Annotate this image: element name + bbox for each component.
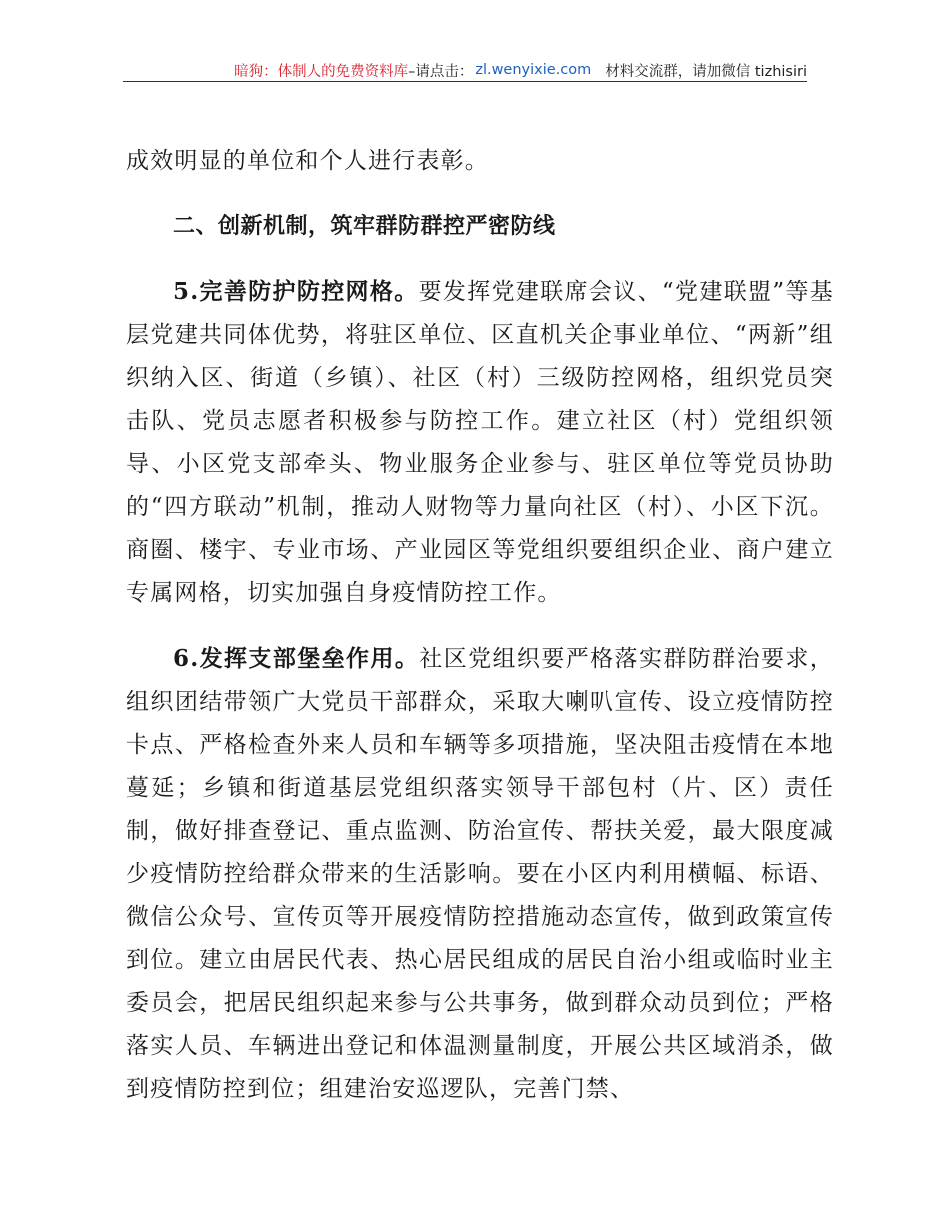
paragraph-continuation: 成效明显的单位和个人进行表彰。: [126, 148, 489, 174]
header-group-note: 材料交流群，请加微信 tizhisiri: [605, 63, 807, 80]
item-5-text: 要发挥党建联席会议、“党建联盟”等基层党建共同体优势，将驻区单位、区直机关企事业单位、“两新”组织纳入区、街道（乡镇）、社区（村）三级防控网格，组织党员突击队、党员志愿者积极参与防控工作。建立社区（村）党组织领导、小区党支部牵头、物业服务企业参与、驻区单位等党员协助的“四方联动”机制，推动人财物等力量向社区（村）、小区下沉。商圈、楼宇、专业市场、产业园区等党组织要组织企业、商户建立专属网格，切实加强自身疫情防控工作。: [126, 279, 834, 606]
paragraph-item-5: [126, 270, 834, 615]
item-6-lead: 6.发挥支部堡垒作用。: [173, 645, 420, 672]
header-link[interactable]: zl.wenyixie.com: [475, 62, 592, 78]
header-divider: [123, 81, 807, 82]
section-heading: 二、创新机制，筑牢群防群控严密防线: [173, 214, 556, 239]
paragraph-item-6: [126, 637, 834, 1111]
document-body: [126, 140, 834, 1111]
header-brand: 暗狗：体制人的免费资料库: [234, 63, 409, 80]
item-6-text: 社区党组织要严格落实群防群治要求，组织团结带领广大党员干部群众，采取大喇叭宣传、设立疫情防控卡点、严格检查外来人员和车辆等多项措施，坚决阻击疫情在本地蔓延；乡镇和街道基层党组织落实领导干部包村（片、区）责任制，做好排查登记、重点监测、防治宣传、帮扶关爱，最大限度减少疫情防控给群众带来的生活影响。要在小区内利用横幅、标语、微信公众号、宣传页等开展疫情防控措施动态宣传，做到政策宣传到位。建立由居民代表、热心居民组成的居民自治小组或临时业主委员会，把居民组织起来参与公共事务，做到群众动员到位；严格落实人员、车辆进出登记和体温测量制度，开展公共区域消杀，做到疫情防控到位；组建治安巡逻队，完善门禁、: [126, 646, 834, 1102]
page-header: [123, 58, 807, 82]
header-prompt: –请点击：: [408, 63, 474, 80]
item-5-lead: 5.完善防护防控网格。: [173, 278, 419, 305]
